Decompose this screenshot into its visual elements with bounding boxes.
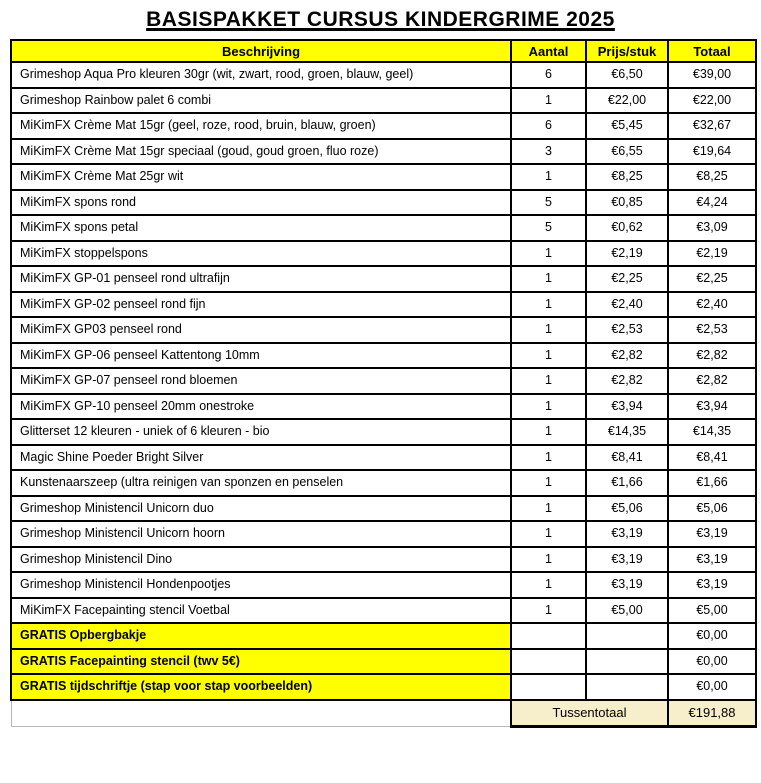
unit-price-cell: €8,41 bbox=[586, 445, 668, 471]
unit-price-cell: €2,82 bbox=[586, 368, 668, 394]
product-description-cell: MiKimFX Facepainting stencil Voetbal bbox=[11, 598, 511, 624]
product-description-cell: Kunstenaarszeep (ultra reinigen van sponzen en penselen bbox=[11, 470, 511, 496]
product-description-cell: Grimeshop Rainbow palet 6 combi bbox=[11, 88, 511, 114]
product-row bbox=[11, 113, 756, 139]
product-row bbox=[11, 343, 756, 369]
unit-price-cell: €2,53 bbox=[586, 317, 668, 343]
quantity-cell: 1 bbox=[511, 368, 586, 394]
product-row bbox=[11, 547, 756, 573]
product-row bbox=[11, 419, 756, 445]
unit-price-cell: €2,19 bbox=[586, 241, 668, 267]
total-cell: €4,24 bbox=[668, 190, 756, 216]
unit-price-cell: €2,40 bbox=[586, 292, 668, 318]
total-cell: €2,25 bbox=[668, 266, 756, 292]
product-row bbox=[11, 292, 756, 318]
total-cell: €2,19 bbox=[668, 241, 756, 267]
product-row bbox=[11, 266, 756, 292]
gratis-row bbox=[11, 623, 756, 649]
table-header-row bbox=[11, 40, 756, 62]
unit-price-cell: €2,82 bbox=[586, 343, 668, 369]
unit-price-cell: €22,00 bbox=[586, 88, 668, 114]
gratis-row bbox=[11, 649, 756, 675]
product-description-cell: Magic Shine Poeder Bright Silver bbox=[11, 445, 511, 471]
unit-price-cell: €5,00 bbox=[586, 598, 668, 624]
quantity-cell bbox=[511, 674, 586, 700]
product-description-cell: MiKimFX GP-06 penseel Kattentong 10mm bbox=[11, 343, 511, 369]
quantity-cell: 1 bbox=[511, 419, 586, 445]
unit-price-cell: €3,94 bbox=[586, 394, 668, 420]
product-row bbox=[11, 368, 756, 394]
quantity-cell: 1 bbox=[511, 547, 586, 573]
total-cell: €32,67 bbox=[668, 113, 756, 139]
total-cell: €5,06 bbox=[668, 496, 756, 522]
product-description-cell: MiKimFX Crème Mat 25gr wit bbox=[11, 164, 511, 190]
total-cell: €3,19 bbox=[668, 521, 756, 547]
unit-price-cell: €5,06 bbox=[586, 496, 668, 522]
gratis-description-cell: GRATIS tijdschriftje (stap voor stap voorbeelden) bbox=[11, 674, 511, 700]
quantity-cell: 1 bbox=[511, 292, 586, 318]
quantity-cell: 1 bbox=[511, 470, 586, 496]
header-aantal: Aantal bbox=[511, 40, 586, 62]
product-row bbox=[11, 521, 756, 547]
total-cell: €14,35 bbox=[668, 419, 756, 445]
product-description-cell: Grimeshop Ministencil Unicorn hoorn bbox=[11, 521, 511, 547]
unit-price-cell: €6,55 bbox=[586, 139, 668, 165]
quantity-cell bbox=[511, 649, 586, 675]
product-description-cell: MiKimFX GP-01 penseel rond ultrafijn bbox=[11, 266, 511, 292]
quantity-cell: 1 bbox=[511, 266, 586, 292]
total-cell: €3,09 bbox=[668, 215, 756, 241]
quantity-cell: 1 bbox=[511, 164, 586, 190]
product-description-cell: MiKimFX GP03 penseel rond bbox=[11, 317, 511, 343]
header-beschrijving: Beschrijving bbox=[11, 40, 511, 62]
product-description-cell: MiKimFX Crème Mat 15gr (geel, roze, rood, bruin, blauw, groen) bbox=[11, 113, 511, 139]
quantity-cell: 1 bbox=[511, 572, 586, 598]
product-row bbox=[11, 164, 756, 190]
product-row bbox=[11, 62, 756, 88]
total-cell: €0,00 bbox=[668, 623, 756, 649]
quantity-cell: 1 bbox=[511, 241, 586, 267]
total-cell: €0,00 bbox=[668, 649, 756, 675]
product-description-cell: Grimeshop Ministencil Unicorn duo bbox=[11, 496, 511, 522]
unit-price-cell bbox=[586, 674, 668, 700]
product-description-cell: MiKimFX spons rond bbox=[11, 190, 511, 216]
product-row bbox=[11, 572, 756, 598]
unit-price-cell: €5,45 bbox=[586, 113, 668, 139]
quantity-cell: 1 bbox=[511, 496, 586, 522]
product-description-cell: MiKimFX GP-07 penseel rond bloemen bbox=[11, 368, 511, 394]
quantity-cell: 3 bbox=[511, 139, 586, 165]
total-cell: €5,00 bbox=[668, 598, 756, 624]
product-description-cell: MiKimFX GP-10 penseel 20mm onestroke bbox=[11, 394, 511, 420]
total-cell: €3,19 bbox=[668, 572, 756, 598]
product-description-cell: MiKimFX spons petal bbox=[11, 215, 511, 241]
product-row bbox=[11, 215, 756, 241]
total-cell: €3,19 bbox=[668, 547, 756, 573]
unit-price-cell: €1,66 bbox=[586, 470, 668, 496]
total-cell: €8,25 bbox=[668, 164, 756, 190]
quantity-cell: 1 bbox=[511, 521, 586, 547]
unit-price-cell: €3,19 bbox=[586, 547, 668, 573]
price-table bbox=[10, 39, 757, 728]
subtotal-label-cell: Tussentotaal bbox=[511, 700, 668, 727]
quantity-cell: 5 bbox=[511, 215, 586, 241]
total-cell: €8,41 bbox=[668, 445, 756, 471]
total-cell: €19,64 bbox=[668, 139, 756, 165]
unit-price-cell: €3,19 bbox=[586, 572, 668, 598]
product-row bbox=[11, 445, 756, 471]
page-title: BASISPAKKET CURSUS KINDERGRIME 2025 bbox=[146, 8, 615, 31]
quantity-cell: 1 bbox=[511, 445, 586, 471]
header-totaal: Totaal bbox=[668, 40, 756, 62]
quantity-cell: 1 bbox=[511, 343, 586, 369]
product-row bbox=[11, 317, 756, 343]
quantity-cell: 1 bbox=[511, 317, 586, 343]
product-description-cell: Grimeshop Ministencil Hondenpootjes bbox=[11, 572, 511, 598]
subtotal-row bbox=[11, 700, 756, 727]
product-row bbox=[11, 190, 756, 216]
product-row bbox=[11, 394, 756, 420]
total-cell: €3,94 bbox=[668, 394, 756, 420]
quantity-cell: 1 bbox=[511, 394, 586, 420]
product-row bbox=[11, 139, 756, 165]
total-cell: €2,53 bbox=[668, 317, 756, 343]
product-row bbox=[11, 470, 756, 496]
product-row bbox=[11, 88, 756, 114]
unit-price-cell bbox=[586, 649, 668, 675]
unit-price-cell: €6,50 bbox=[586, 62, 668, 88]
total-cell: €2,40 bbox=[668, 292, 756, 318]
product-description-cell: MiKimFX stoppelspons bbox=[11, 241, 511, 267]
total-cell: €22,00 bbox=[668, 88, 756, 114]
header-prijs-stuk: Prijs/stuk bbox=[586, 40, 668, 62]
total-cell: €2,82 bbox=[668, 343, 756, 369]
subtotal-value-cell: €191,88 bbox=[668, 700, 756, 727]
unit-price-cell: €8,25 bbox=[586, 164, 668, 190]
unit-price-cell: €3,19 bbox=[586, 521, 668, 547]
unit-price-cell: €0,85 bbox=[586, 190, 668, 216]
quantity-cell: 1 bbox=[511, 598, 586, 624]
unit-price-cell bbox=[586, 623, 668, 649]
quantity-cell: 6 bbox=[511, 62, 586, 88]
quantity-cell: 6 bbox=[511, 113, 586, 139]
total-cell: €1,66 bbox=[668, 470, 756, 496]
unit-price-cell: €14,35 bbox=[586, 419, 668, 445]
product-row bbox=[11, 598, 756, 624]
gratis-description-cell: GRATIS Facepainting stencil (twv 5€) bbox=[11, 649, 511, 675]
product-row bbox=[11, 241, 756, 267]
unit-price-cell: €0,62 bbox=[586, 215, 668, 241]
quantity-cell bbox=[511, 623, 586, 649]
total-cell: €39,00 bbox=[668, 62, 756, 88]
product-description-cell: MiKimFX GP-02 penseel rond fijn bbox=[11, 292, 511, 318]
quantity-cell: 1 bbox=[511, 88, 586, 114]
unit-price-cell: €2,25 bbox=[586, 266, 668, 292]
product-description-cell: Grimeshop Ministencil Dino bbox=[11, 547, 511, 573]
product-row bbox=[11, 496, 756, 522]
product-description-cell: Grimeshop Aqua Pro kleuren 30gr (wit, zwart, rood, groen, blauw, geel) bbox=[11, 62, 511, 88]
total-cell: €2,82 bbox=[668, 368, 756, 394]
quantity-cell: 5 bbox=[511, 190, 586, 216]
gratis-description-cell: GRATIS Opbergbakje bbox=[11, 623, 511, 649]
empty-cell bbox=[11, 700, 511, 727]
gratis-row bbox=[11, 674, 756, 700]
product-description-cell: MiKimFX Crème Mat 15gr speciaal (goud, goud groen, fluo roze) bbox=[11, 139, 511, 165]
total-cell: €0,00 bbox=[668, 674, 756, 700]
product-description-cell: Glitterset 12 kleuren - uniek of 6 kleuren - bio bbox=[11, 419, 511, 445]
